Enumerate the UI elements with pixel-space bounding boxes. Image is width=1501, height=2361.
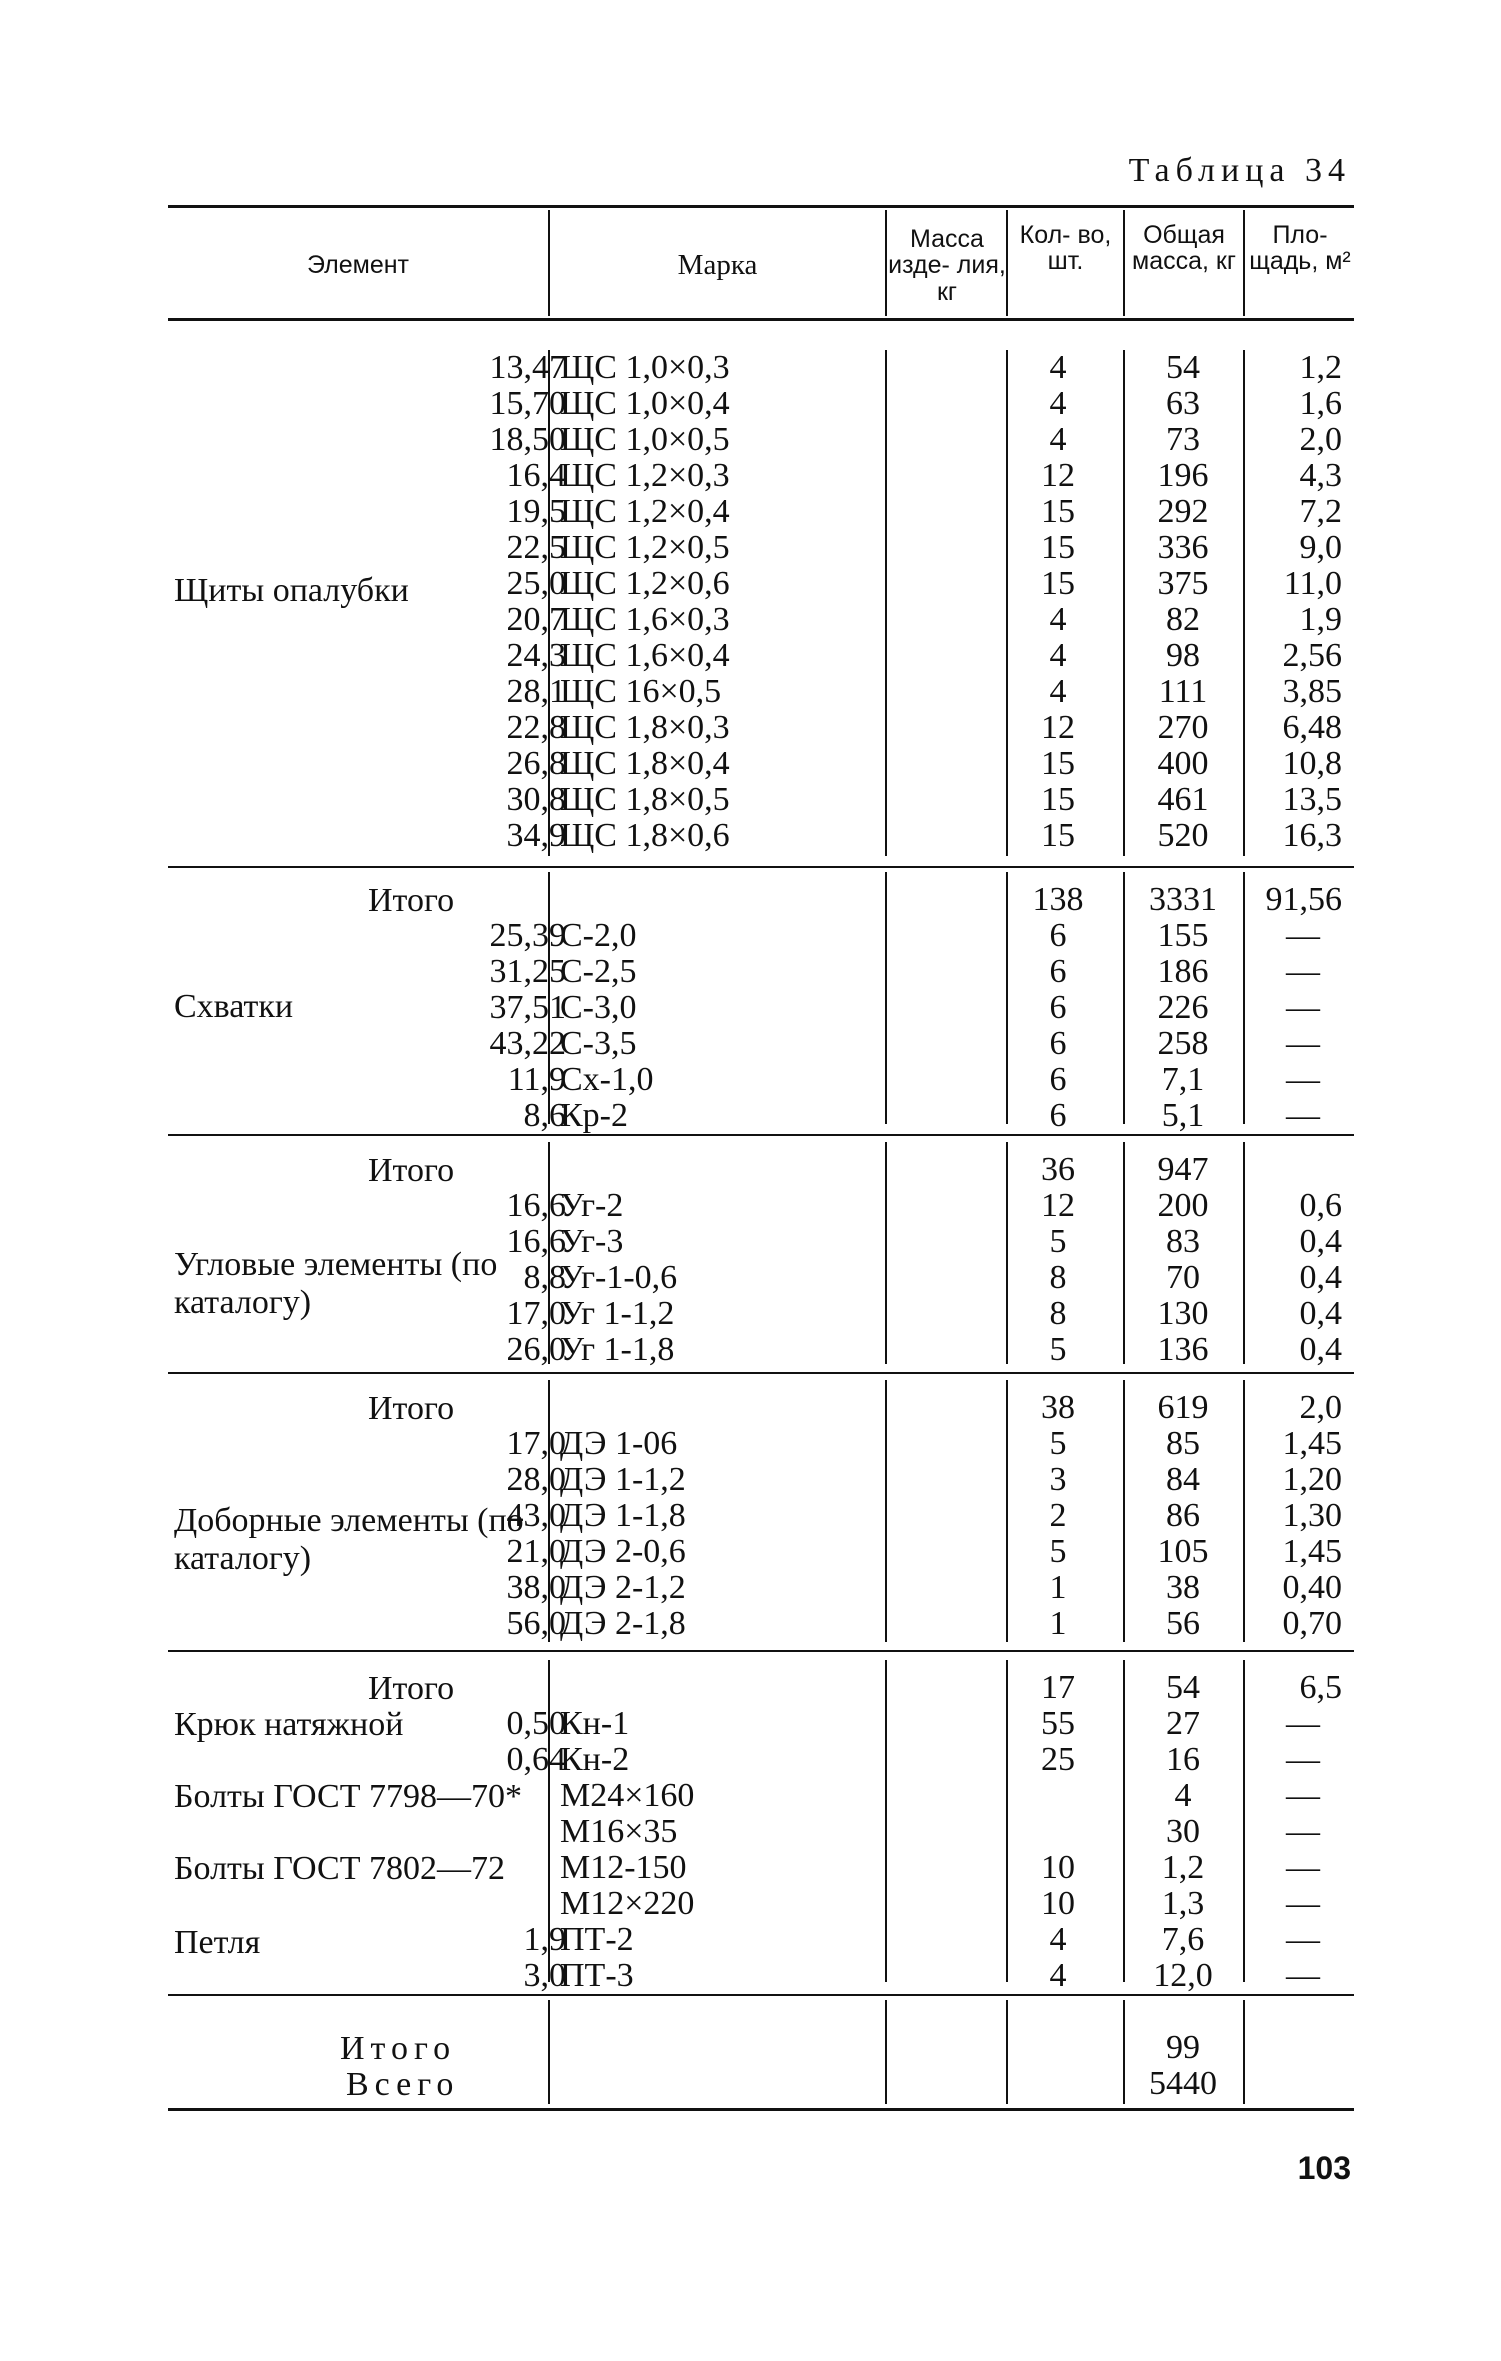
- subtotal-row: [168, 1152, 1354, 1188]
- table-section: [168, 1380, 1354, 1650]
- total-mass-cell: 186: [1157, 953, 1209, 990]
- total-mass-cell: 520: [1157, 817, 1209, 854]
- area-cell: 0,4: [1299, 1259, 1342, 1296]
- table-row: [168, 1814, 1354, 1850]
- mark-cell: ЩС 16×0,5: [560, 673, 722, 710]
- total-mass-cell: 1,2: [1161, 1849, 1205, 1886]
- qty-cell: 12: [1041, 457, 1075, 494]
- qty-cell: 15: [1041, 745, 1075, 782]
- qty-cell: 15: [1041, 817, 1075, 854]
- qty-cell: 55: [1041, 1705, 1075, 1742]
- area-cell: —: [1286, 1741, 1320, 1778]
- subtotal-qty: 138: [1032, 881, 1084, 918]
- total-mass-cell: 7,6: [1161, 1921, 1205, 1958]
- table-row: [168, 818, 1354, 854]
- total-mass-cell: 84: [1166, 1461, 1200, 1498]
- table-row: [168, 1462, 1354, 1498]
- page-number: 103: [1297, 2150, 1351, 2186]
- area-cell: 0,4: [1299, 1223, 1342, 1260]
- area-cell: 1,6: [1299, 385, 1342, 422]
- qty-cell: 15: [1041, 529, 1075, 566]
- table-row: [168, 602, 1354, 638]
- mass-cell: 1,9: [523, 1921, 566, 1958]
- mark-cell: Кн-1: [560, 1705, 630, 1742]
- mass-cell: 26,8: [506, 745, 566, 782]
- qty-cell: 3: [1049, 1461, 1067, 1498]
- element-name: Угловые элементы (по каталогу): [174, 1246, 498, 1321]
- total-mass-cell: 155: [1157, 917, 1209, 954]
- element-name: Болты ГОСТ 7802—72: [174, 1850, 505, 1887]
- area-cell: —: [1286, 953, 1320, 990]
- section-rule: [168, 1372, 1354, 1374]
- area-cell: —: [1286, 989, 1320, 1026]
- qty-cell: 10: [1041, 1885, 1075, 1922]
- subtotal-total: 947: [1157, 1151, 1209, 1188]
- qty-cell: 8: [1049, 1295, 1067, 1332]
- subtotal-row: [168, 882, 1354, 918]
- total-mass-cell: 136: [1157, 1331, 1209, 1368]
- area-cell: 6,48: [1282, 709, 1342, 746]
- mark-cell: Уг-1-0,6: [560, 1259, 678, 1296]
- mass-cell: 13,47: [489, 349, 566, 386]
- qty-cell: 4: [1049, 673, 1067, 710]
- grand-total-row: [168, 2066, 1354, 2102]
- table-row: [168, 1332, 1354, 1368]
- subtotal-qty: 38: [1041, 1389, 1075, 1426]
- header-top-rule: [168, 205, 1354, 208]
- subtotal-total: 619: [1157, 1389, 1209, 1426]
- mark-cell: Кр-2: [560, 1097, 628, 1134]
- total-mass-cell: 270: [1157, 709, 1209, 746]
- mark-cell: Уг 1-1,8: [560, 1331, 675, 1368]
- qty-cell: 12: [1041, 709, 1075, 746]
- mass-cell: 22,8: [506, 709, 566, 746]
- total-mass-cell: 63: [1166, 385, 1200, 422]
- area-cell: 0,4: [1299, 1295, 1342, 1332]
- table-row: [168, 1498, 1354, 1534]
- area-cell: —: [1286, 1061, 1320, 1098]
- qty-cell: 6: [1049, 1097, 1067, 1134]
- section-rule: [168, 866, 1354, 868]
- qty-cell: 25: [1041, 1741, 1075, 1778]
- mass-cell: 18,50: [489, 421, 566, 458]
- table-row: [168, 1098, 1354, 1134]
- total-mass-cell: 86: [1166, 1497, 1200, 1534]
- area-cell: —: [1286, 917, 1320, 954]
- table-row: [168, 1426, 1354, 1462]
- qty-cell: 4: [1049, 601, 1067, 638]
- qty-cell: 4: [1049, 385, 1067, 422]
- total-mass-cell: 56: [1166, 1605, 1200, 1642]
- mass-cell: 38,0: [506, 1569, 566, 1606]
- mass-cell: 21,0: [506, 1533, 566, 1570]
- header-qty: Кол- во, шт.: [1019, 221, 1112, 276]
- area-cell: 0,70: [1282, 1605, 1342, 1642]
- mass-cell: 0,50: [506, 1705, 566, 1742]
- mark-cell: М12×220: [560, 1885, 695, 1922]
- subtotal-qty: 36: [1041, 1151, 1075, 1188]
- subtotal-label: Итого: [368, 882, 455, 919]
- subtotal-label: Итого: [368, 1670, 455, 1707]
- mark-cell: Сх-1,0: [560, 1061, 654, 1098]
- table-row: [168, 1224, 1354, 1260]
- total-mass-cell: 12,0: [1153, 1957, 1213, 1994]
- total-mass-cell: 1,3: [1161, 1885, 1205, 1922]
- total-mass-cell: 16: [1166, 1741, 1200, 1778]
- table-row: [168, 1062, 1354, 1098]
- qty-cell: 6: [1049, 1061, 1067, 1098]
- table-row: [168, 674, 1354, 710]
- mark-cell: ЩС 1,6×0,4: [560, 637, 730, 674]
- mass-cell: 25,0: [506, 565, 566, 602]
- area-cell: 0,6: [1299, 1187, 1342, 1224]
- mass-cell: 17,0: [506, 1295, 566, 1332]
- qty-cell: 5: [1049, 1331, 1067, 1368]
- subtotal-area: 6,5: [1299, 1669, 1342, 1706]
- total-mass-cell: 4: [1174, 1777, 1192, 1814]
- mass-cell: 28,1: [506, 673, 566, 710]
- qty-cell: 4: [1049, 349, 1067, 386]
- header-bottom-rule: [168, 318, 1354, 321]
- total-mass-cell: 27: [1166, 1705, 1200, 1742]
- table-row: [168, 1260, 1354, 1296]
- area-cell: 10,8: [1282, 745, 1342, 782]
- total-mass-cell: 111: [1158, 673, 1208, 710]
- table-section: [168, 872, 1354, 1132]
- qty-cell: 4: [1049, 637, 1067, 674]
- header-mass: Масса изде- лия, кг: [888, 225, 1006, 306]
- total-mass-cell: 5,1: [1161, 1097, 1205, 1134]
- qty-cell: 6: [1049, 989, 1067, 1026]
- header-mark: Марка: [677, 249, 758, 281]
- subtotal-row: [168, 2030, 1354, 2066]
- table-section: [168, 1142, 1354, 1372]
- total-mass-cell: 105: [1157, 1533, 1209, 1570]
- total-mass-cell: 98: [1166, 637, 1200, 674]
- mass-cell: 15,70: [489, 385, 566, 422]
- mark-cell: ЩС 1,2×0,3: [560, 457, 730, 494]
- header-area: Пло- щадь, м²: [1249, 221, 1351, 276]
- table-row: [168, 530, 1354, 566]
- mark-cell: ДЭ 2-0,6: [560, 1533, 686, 1570]
- table-row: [168, 422, 1354, 458]
- total-mass-cell: 400: [1157, 745, 1209, 782]
- qty-cell: 6: [1049, 917, 1067, 954]
- mark-cell: ДЭ 1-1,2: [560, 1461, 686, 1498]
- element-name: Болты ГОСТ 7798—70*: [174, 1778, 522, 1815]
- mass-cell: 17,0: [506, 1425, 566, 1462]
- area-cell: —: [1286, 1705, 1320, 1742]
- qty-cell: 4: [1049, 1957, 1067, 1994]
- qty-cell: 1: [1049, 1569, 1067, 1606]
- qty-cell: 5: [1049, 1533, 1067, 1570]
- table-row: [168, 1742, 1354, 1778]
- mass-cell: 26,0: [506, 1331, 566, 1368]
- table-row: [168, 1958, 1354, 1994]
- table-row: [168, 386, 1354, 422]
- qty-cell: 2: [1049, 1497, 1067, 1534]
- area-cell: 4,3: [1299, 457, 1342, 494]
- area-cell: —: [1286, 1097, 1320, 1134]
- total-mass-cell: 200: [1157, 1187, 1209, 1224]
- area-cell: —: [1286, 1921, 1320, 1958]
- area-cell: 9,0: [1299, 529, 1342, 566]
- element-name: Петля: [174, 1924, 261, 1961]
- section-rule: [168, 1134, 1354, 1136]
- element-name: Щиты опалубки: [174, 572, 409, 609]
- mark-cell: Уг-2: [560, 1187, 624, 1224]
- mass-cell: 0,64: [506, 1741, 566, 1778]
- table-section: [168, 2000, 1354, 2110]
- subtotal-total: 54: [1166, 1669, 1200, 1706]
- area-cell: 7,2: [1299, 493, 1342, 530]
- total-mass-cell: 226: [1157, 989, 1209, 1026]
- total-mass-cell: 38: [1166, 1569, 1200, 1606]
- table-row: [168, 350, 1354, 386]
- area-cell: 13,5: [1282, 781, 1342, 818]
- total-mass-cell: 30: [1166, 1813, 1200, 1850]
- qty-cell: 1: [1049, 1605, 1067, 1642]
- area-cell: 2,56: [1282, 637, 1342, 674]
- area-cell: 1,2: [1299, 349, 1342, 386]
- mass-cell: 43,0: [506, 1497, 566, 1534]
- table-row: [168, 1922, 1354, 1958]
- area-cell: 3,85: [1282, 673, 1342, 710]
- table-section: [168, 1660, 1354, 1994]
- area-cell: 0,40: [1282, 1569, 1342, 1606]
- area-cell: 1,45: [1282, 1533, 1342, 1570]
- area-cell: 1,20: [1282, 1461, 1342, 1498]
- qty-cell: 6: [1049, 953, 1067, 990]
- table-row: [168, 638, 1354, 674]
- mass-cell: 24,3: [506, 637, 566, 674]
- table-row: [168, 1886, 1354, 1922]
- area-cell: 1,45: [1282, 1425, 1342, 1462]
- mark-cell: ЩС 1,0×0,5: [560, 421, 730, 458]
- area-cell: 1,9: [1299, 601, 1342, 638]
- mass-cell: 16,6: [506, 1187, 566, 1224]
- header-total: Общая масса, кг: [1132, 221, 1236, 276]
- grand-total-value: 5440: [1149, 2065, 1217, 2102]
- subtotal-label: Итого: [368, 1390, 455, 1427]
- mass-cell: 16,4: [506, 457, 566, 494]
- table-bottom-rule: [168, 2108, 1354, 2111]
- table-row: [168, 1188, 1354, 1224]
- area-cell: —: [1286, 1025, 1320, 1062]
- mass-cell: 8,6: [523, 1097, 566, 1134]
- header-divider: [885, 210, 887, 316]
- qty-cell: 4: [1049, 421, 1067, 458]
- mass-cell: 30,8: [506, 781, 566, 818]
- mark-cell: С-3,0: [560, 989, 637, 1026]
- mark-cell: Уг-3: [560, 1223, 624, 1260]
- mark-cell: ЩС 1,0×0,4: [560, 385, 730, 422]
- mass-cell: 3,0: [523, 1957, 566, 1994]
- total-mass-cell: 336: [1157, 529, 1209, 566]
- mark-cell: ПТ-2: [560, 1921, 634, 1958]
- area-cell: —: [1286, 1777, 1320, 1814]
- mass-cell: 19,5: [506, 493, 566, 530]
- qty-cell: 15: [1041, 565, 1075, 602]
- total-mass-cell: 73: [1166, 421, 1200, 458]
- mark-cell: ДЭ 2-1,8: [560, 1605, 686, 1642]
- subtotal-label: Итого: [340, 2030, 457, 2067]
- grand-total-label: Всего: [346, 2066, 460, 2103]
- qty-cell: 10: [1041, 1849, 1075, 1886]
- qty-cell: 8: [1049, 1259, 1067, 1296]
- mark-cell: ДЭ 2-1,2: [560, 1569, 686, 1606]
- mark-cell: ЩС 1,8×0,6: [560, 817, 730, 854]
- mass-cell: 34,9: [506, 817, 566, 854]
- subtotal-qty: 17: [1041, 1669, 1075, 1706]
- total-mass-cell: 85: [1166, 1425, 1200, 1462]
- area-cell: 16,3: [1282, 817, 1342, 854]
- qty-cell: 5: [1049, 1425, 1067, 1462]
- area-cell: —: [1286, 1849, 1320, 1886]
- mark-cell: ЩС 1,8×0,4: [560, 745, 730, 782]
- table-caption: Таблица 34: [1128, 152, 1351, 189]
- table-row: [168, 1778, 1354, 1814]
- total-mass-cell: 83: [1166, 1223, 1200, 1260]
- mark-cell: С-3,5: [560, 1025, 637, 1062]
- mass-cell: 22,5: [506, 529, 566, 566]
- total-mass-cell: 258: [1157, 1025, 1209, 1062]
- mark-cell: М24×160: [560, 1777, 695, 1814]
- table-row: [168, 1606, 1354, 1642]
- total-mass-cell: 82: [1166, 601, 1200, 638]
- area-cell: 1,30: [1282, 1497, 1342, 1534]
- subtotal-label: Итого: [368, 1152, 455, 1189]
- element-name: Доборные элементы (по каталогу): [174, 1502, 524, 1577]
- mark-cell: М16×35: [560, 1813, 678, 1850]
- table-row: [168, 1706, 1354, 1742]
- table-row: [168, 710, 1354, 746]
- mark-cell: Кн-2: [560, 1741, 630, 1778]
- table-row: [168, 918, 1354, 954]
- table-row: [168, 458, 1354, 494]
- subtotal-area: 91,56: [1265, 881, 1342, 918]
- table-row: [168, 990, 1354, 1026]
- mass-cell: 8,8: [523, 1259, 566, 1296]
- table-section: [168, 350, 1354, 866]
- table-row: [168, 954, 1354, 990]
- qty-cell: 4: [1049, 1921, 1067, 1958]
- area-cell: —: [1286, 1813, 1320, 1850]
- mark-cell: С-2,5: [560, 953, 637, 990]
- total-mass-cell: 196: [1157, 457, 1209, 494]
- mass-cell: 31,25: [489, 953, 566, 990]
- mark-cell: ПТ-3: [560, 1957, 634, 1994]
- subtotal-area: 2,0: [1299, 1389, 1342, 1426]
- qty-cell: 5: [1049, 1223, 1067, 1260]
- element-name: Схватки: [174, 988, 294, 1025]
- mark-cell: ЩС 1,2×0,5: [560, 529, 730, 566]
- mark-cell: ЩС 1,2×0,6: [560, 565, 730, 602]
- table-row: [168, 1296, 1354, 1332]
- table-row: [168, 566, 1354, 602]
- mark-cell: ЩС 1,6×0,3: [560, 601, 730, 638]
- qty-cell: 12: [1041, 1187, 1075, 1224]
- subtotal-total: 3331: [1149, 881, 1217, 918]
- table-row: [168, 1850, 1354, 1886]
- subtotal-total: 99: [1166, 2029, 1200, 2066]
- mass-cell: 28,0: [506, 1461, 566, 1498]
- mass-cell: 43,22: [489, 1025, 566, 1062]
- total-mass-cell: 130: [1157, 1295, 1209, 1332]
- table-row: [168, 782, 1354, 818]
- mass-cell: 20,7: [506, 601, 566, 638]
- total-mass-cell: 292: [1157, 493, 1209, 530]
- mass-cell: 37,51: [489, 989, 566, 1026]
- mark-cell: ДЭ 1-1,8: [560, 1497, 686, 1534]
- table-row: [168, 746, 1354, 782]
- total-mass-cell: 54: [1166, 349, 1200, 386]
- mass-cell: 16,6: [506, 1223, 566, 1260]
- mark-cell: ЩС 1,8×0,3: [560, 709, 730, 746]
- mark-cell: С-2,0: [560, 917, 637, 954]
- table-row: [168, 494, 1354, 530]
- mass-cell: 56,0: [506, 1605, 566, 1642]
- mark-cell: ЩС 1,0×0,3: [560, 349, 730, 386]
- mark-cell: Уг 1-1,2: [560, 1295, 675, 1332]
- area-cell: 0,4: [1299, 1331, 1342, 1368]
- header-element: Элемент: [307, 251, 409, 279]
- qty-cell: 6: [1049, 1025, 1067, 1062]
- mark-cell: ДЭ 1-06: [560, 1425, 678, 1462]
- table-row: [168, 1570, 1354, 1606]
- mass-cell: 11,9: [507, 1061, 566, 1098]
- total-mass-cell: 375: [1157, 565, 1209, 602]
- area-cell: —: [1286, 1885, 1320, 1922]
- table-row: [168, 1534, 1354, 1570]
- subtotal-row: [168, 1670, 1354, 1706]
- total-mass-cell: 7,1: [1161, 1061, 1205, 1098]
- area-cell: 11,0: [1283, 565, 1342, 602]
- total-mass-cell: 70: [1166, 1259, 1200, 1296]
- mass-cell: 25,39: [489, 917, 566, 954]
- area-cell: —: [1286, 1957, 1320, 1994]
- element-name: Крюк натяжной: [174, 1706, 404, 1743]
- qty-cell: 15: [1041, 493, 1075, 530]
- mark-cell: М12-150: [560, 1849, 687, 1886]
- mark-cell: ЩС 1,2×0,4: [560, 493, 730, 530]
- qty-cell: 15: [1041, 781, 1075, 818]
- section-rule: [168, 1994, 1354, 1996]
- area-cell: 2,0: [1299, 421, 1342, 458]
- total-mass-cell: 461: [1157, 781, 1209, 818]
- subtotal-row: [168, 1390, 1354, 1426]
- mark-cell: ЩС 1,8×0,5: [560, 781, 730, 818]
- section-rule: [168, 1650, 1354, 1652]
- table-row: [168, 1026, 1354, 1062]
